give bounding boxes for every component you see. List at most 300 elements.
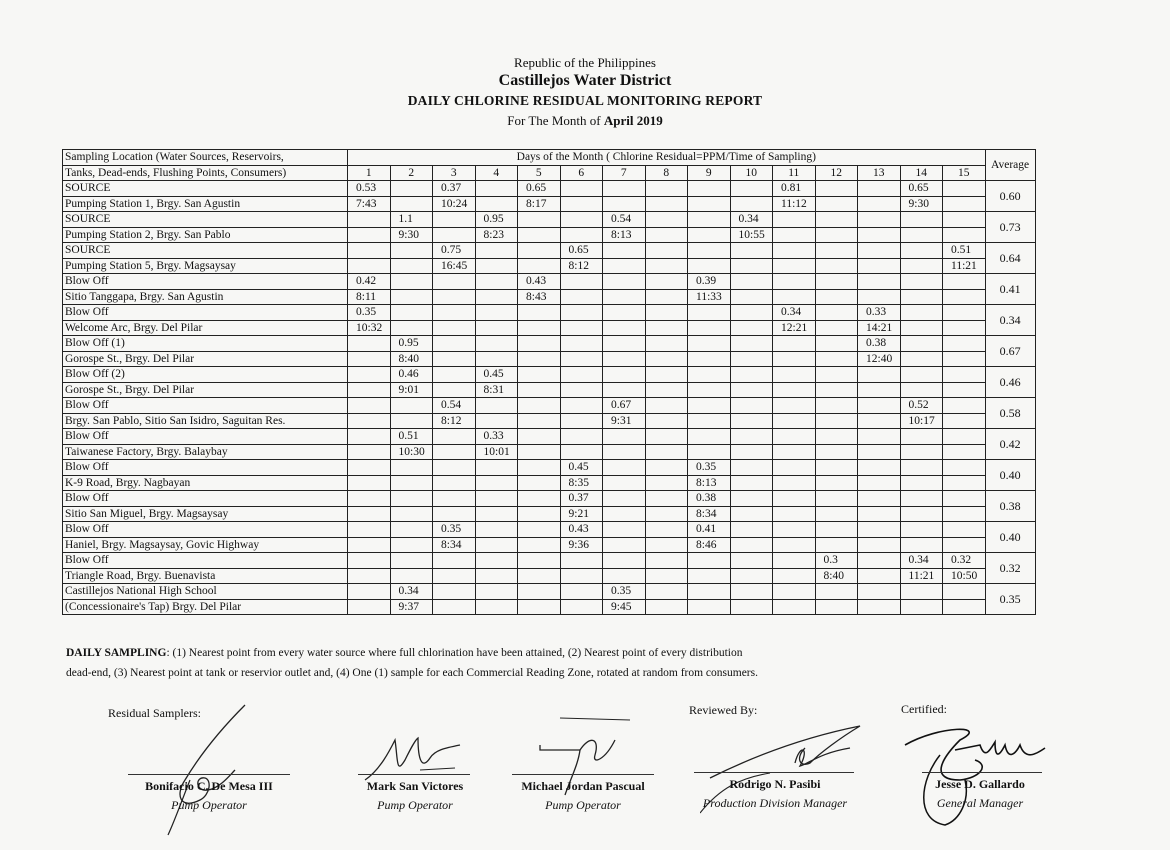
residual-ppm-day-12	[815, 491, 858, 507]
residual-ppm-day-13	[858, 460, 901, 476]
location-name: Haniel, Brgy. Magsaysay, Govic Highway	[63, 537, 348, 553]
residual-ppm-day-3: 0.35	[433, 522, 476, 538]
residual-ppm-day-3	[433, 367, 476, 383]
signatory-name-5: Jesse D. Gallardo	[935, 777, 1025, 791]
sampling-time-day-2	[390, 196, 433, 212]
certified-label: Certified:	[901, 702, 947, 716]
residual-ppm-day-7: 0.67	[603, 398, 646, 414]
residual-ppm-day-11: 0.81	[773, 181, 816, 197]
sampling-time-day-1	[348, 568, 391, 584]
residual-ppm-day-13	[858, 243, 901, 259]
sampling-time-day-15	[943, 444, 986, 460]
residual-ppm-day-13	[858, 522, 901, 538]
sampling-time-day-10	[730, 475, 773, 491]
sampling-time-day-9	[688, 413, 731, 429]
residual-ppm-day-4: 0.45	[475, 367, 518, 383]
sampling-time-day-9	[688, 196, 731, 212]
sampling-time-day-2	[390, 475, 433, 491]
sampling-time-day-4: 8:23	[475, 227, 518, 243]
day-header-9: 9	[688, 165, 731, 181]
residual-ppm-day-15	[943, 398, 986, 414]
sampling-time-day-12	[815, 444, 858, 460]
sampling-time-day-5	[518, 382, 561, 398]
location-type: Blow Off	[63, 460, 348, 476]
location-type: SOURCE	[63, 181, 348, 197]
signatory-title-4: Production Division Manager	[702, 796, 848, 810]
sampling-time-day-13	[858, 289, 901, 305]
residual-ppm-day-4	[475, 181, 518, 197]
header-month	[0, 113, 1170, 129]
sampling-time-day-14	[900, 227, 943, 243]
sampling-time-day-13	[858, 227, 901, 243]
residual-ppm-day-3	[433, 274, 476, 290]
sampling-time-day-9	[688, 351, 731, 367]
residual-ppm-day-13	[858, 429, 901, 445]
sampling-time-day-5	[518, 506, 561, 522]
residual-ppm-day-10	[730, 553, 773, 569]
residual-ppm-day-4	[475, 553, 518, 569]
location-name: Pumping Station 5, Brgy. Magsaysay	[63, 258, 348, 274]
sampling-time-day-13	[858, 568, 901, 584]
sampling-time-day-7	[603, 444, 646, 460]
sampling-time-day-6	[560, 444, 603, 460]
residual-ppm-day-15	[943, 212, 986, 228]
daily-sampling-text: : (1) Nearest point from every water source where full chlorination have been attained, (2) Nearest point of every distribution	[166, 647, 743, 659]
sampling-time-day-2	[390, 258, 433, 274]
sampling-time-day-1	[348, 475, 391, 491]
sampling-time-day-5: 8:43	[518, 289, 561, 305]
location-type: Blow Off	[63, 553, 348, 569]
sampling-time-day-9	[688, 227, 731, 243]
residual-ppm-day-11	[773, 336, 816, 352]
location-name: Brgy. San Pablo, Sitio San Isidro, Saguitan Res.	[63, 413, 348, 429]
average-value: 0.41	[985, 274, 1035, 305]
table-row	[63, 522, 1036, 538]
table-header	[63, 150, 1036, 181]
location-name: Gorospe St., Brgy. Del Pilar	[63, 382, 348, 398]
residual-ppm-day-9	[688, 181, 731, 197]
residual-ppm-day-10	[730, 429, 773, 445]
sampling-time-day-11	[773, 444, 816, 460]
sampling-time-day-14	[900, 537, 943, 553]
sampling-time-day-2	[390, 289, 433, 305]
sampling-time-day-10	[730, 289, 773, 305]
sampling-time-day-12	[815, 196, 858, 212]
average-value: 0.35	[985, 584, 1035, 615]
sampling-time-day-7	[603, 351, 646, 367]
sampling-time-day-1	[348, 444, 391, 460]
residual-ppm-day-12	[815, 336, 858, 352]
residual-ppm-day-7	[603, 522, 646, 538]
location-name: (Concessionaire's Tap) Brgy. Del Pilar	[63, 599, 348, 615]
residual-ppm-day-6: 0.65	[560, 243, 603, 259]
average-value: 0.58	[985, 398, 1035, 429]
location-type: Blow Off	[63, 274, 348, 290]
average-value: 0.67	[985, 336, 1035, 367]
residual-ppm-day-7: 0.54	[603, 212, 646, 228]
table-row-continuation	[63, 196, 1036, 212]
location-name: Gorospe St., Brgy. Del Pilar	[63, 351, 348, 367]
residual-ppm-day-1	[348, 491, 391, 507]
residual-ppm-day-15: 0.32	[943, 553, 986, 569]
sampling-time-day-13	[858, 537, 901, 553]
residual-ppm-day-2: 0.46	[390, 367, 433, 383]
sampling-time-day-15: 11:21	[943, 258, 986, 274]
sampling-time-day-9	[688, 382, 731, 398]
average-value: 0.38	[985, 491, 1035, 522]
residual-ppm-day-1	[348, 522, 391, 538]
residual-ppm-day-11: 0.34	[773, 305, 816, 321]
day-header-4: 4	[475, 165, 518, 181]
day-header-15: 15	[943, 165, 986, 181]
location-header-line1: Sampling Location (Water Sources, Reservoirs,	[63, 150, 348, 166]
residual-ppm-day-14: 0.65	[900, 181, 943, 197]
residual-ppm-day-15: 0.51	[943, 243, 986, 259]
residual-ppm-day-3: 0.75	[433, 243, 476, 259]
sampling-time-day-7	[603, 196, 646, 212]
residual-ppm-day-3	[433, 336, 476, 352]
residual-ppm-day-8	[645, 367, 688, 383]
residual-ppm-day-4	[475, 274, 518, 290]
residual-ppm-day-9	[688, 367, 731, 383]
sampling-time-day-11	[773, 568, 816, 584]
sampling-time-day-9	[688, 568, 731, 584]
sampling-time-day-12	[815, 351, 858, 367]
residual-ppm-day-6	[560, 429, 603, 445]
residual-ppm-day-7	[603, 491, 646, 507]
sampling-time-day-2: 9:37	[390, 599, 433, 615]
sampling-time-day-7	[603, 258, 646, 274]
location-type: Blow Off	[63, 429, 348, 445]
residual-ppm-day-3	[433, 460, 476, 476]
sig-line-san-victores	[358, 774, 470, 775]
sampling-time-day-11	[773, 475, 816, 491]
sampling-time-day-12	[815, 475, 858, 491]
sampling-time-day-2: 8:40	[390, 351, 433, 367]
residual-ppm-day-2	[390, 460, 433, 476]
sampling-time-day-7: 9:31	[603, 413, 646, 429]
sampling-time-day-5	[518, 537, 561, 553]
location-name: Sitio San Miguel, Brgy. Magsaysay	[63, 506, 348, 522]
sampling-time-day-10	[730, 382, 773, 398]
sampling-time-day-1: 8:11	[348, 289, 391, 305]
residual-ppm-day-9: 0.39	[688, 274, 731, 290]
table-row	[63, 584, 1036, 600]
day-header-5: 5	[518, 165, 561, 181]
table-row-continuation	[63, 320, 1036, 336]
sampling-time-day-9: 8:34	[688, 506, 731, 522]
signatory-title-3: Pump Operator	[545, 798, 621, 812]
residual-ppm-day-2: 0.51	[390, 429, 433, 445]
residual-ppm-day-13	[858, 212, 901, 228]
day-header-11: 11	[773, 165, 816, 181]
residual-ppm-day-7	[603, 460, 646, 476]
sampling-time-day-14	[900, 444, 943, 460]
residual-ppm-day-11	[773, 491, 816, 507]
sampling-time-day-8	[645, 568, 688, 584]
average-value: 0.32	[985, 553, 1035, 584]
sampling-time-day-5	[518, 258, 561, 274]
sampling-time-day-5	[518, 320, 561, 336]
residual-ppm-day-7	[603, 553, 646, 569]
residual-ppm-day-5: 0.65	[518, 181, 561, 197]
residual-ppm-day-6	[560, 398, 603, 414]
sampling-time-day-3	[433, 506, 476, 522]
sampling-time-day-8	[645, 258, 688, 274]
sig-line-de-mesa	[128, 774, 290, 775]
sampling-time-day-13	[858, 258, 901, 274]
residual-ppm-day-1	[348, 584, 391, 600]
residual-ppm-day-14: 0.34	[900, 553, 943, 569]
residual-ppm-day-5	[518, 429, 561, 445]
sampling-time-day-8	[645, 599, 688, 615]
residual-ppm-day-14	[900, 274, 943, 290]
residual-ppm-day-2	[390, 305, 433, 321]
average-value: 0.40	[985, 460, 1035, 491]
residual-ppm-day-1	[348, 460, 391, 476]
sampling-time-day-4	[475, 258, 518, 274]
signatory-title-5: General Manager	[936, 796, 1024, 810]
sampling-time-day-8	[645, 506, 688, 522]
average-value: 0.73	[985, 212, 1035, 243]
table-body	[63, 181, 1036, 615]
sampling-time-day-12	[815, 537, 858, 553]
month-value: April 2019	[603, 113, 663, 128]
sampling-time-day-3	[433, 351, 476, 367]
day-header-3: 3	[433, 165, 476, 181]
residual-ppm-day-10	[730, 522, 773, 538]
residual-ppm-day-5	[518, 367, 561, 383]
sampling-time-day-2	[390, 413, 433, 429]
residual-ppm-day-7	[603, 274, 646, 290]
residual-ppm-day-1	[348, 367, 391, 383]
residual-ppm-day-13	[858, 367, 901, 383]
table-row	[63, 398, 1036, 414]
sampling-time-day-10	[730, 568, 773, 584]
location-name: Taiwanese Factory, Brgy. Balaybay	[63, 444, 348, 460]
residual-ppm-day-5	[518, 553, 561, 569]
sampling-time-day-7	[603, 475, 646, 491]
sampling-time-day-1	[348, 258, 391, 274]
residual-ppm-day-4	[475, 398, 518, 414]
table-row-continuation	[63, 444, 1036, 460]
residual-ppm-day-9	[688, 584, 731, 600]
sampling-time-day-5	[518, 568, 561, 584]
sampling-time-day-8	[645, 413, 688, 429]
residual-ppm-day-11	[773, 212, 816, 228]
residual-ppm-day-14	[900, 336, 943, 352]
sampling-time-day-14: 11:21	[900, 568, 943, 584]
table-row	[63, 367, 1036, 383]
sampling-time-day-7	[603, 568, 646, 584]
sampling-time-day-13: 14:21	[858, 320, 901, 336]
sampling-time-day-8	[645, 475, 688, 491]
sampling-time-day-10	[730, 413, 773, 429]
average-value: 0.42	[985, 429, 1035, 460]
residual-ppm-day-7: 0.35	[603, 584, 646, 600]
sampling-time-day-4	[475, 475, 518, 491]
sampling-time-day-8	[645, 289, 688, 305]
residual-ppm-day-6	[560, 305, 603, 321]
residual-ppm-day-5	[518, 305, 561, 321]
average-header: Average	[985, 150, 1035, 181]
residual-ppm-day-8	[645, 181, 688, 197]
residual-ppm-day-6	[560, 553, 603, 569]
average-value: 0.64	[985, 243, 1035, 274]
residual-ppm-day-12	[815, 367, 858, 383]
sampling-time-day-15	[943, 227, 986, 243]
header-republic: Republic of the Philippines	[514, 55, 656, 70]
sampling-time-day-13	[858, 382, 901, 398]
residual-ppm-day-2	[390, 181, 433, 197]
residual-ppm-day-7	[603, 367, 646, 383]
sampling-time-day-11	[773, 537, 816, 553]
sampling-time-day-13	[858, 413, 901, 429]
sampling-time-day-14	[900, 382, 943, 398]
sampling-time-day-5	[518, 599, 561, 615]
residual-ppm-day-4: 0.33	[475, 429, 518, 445]
residual-ppm-day-8	[645, 398, 688, 414]
residual-ppm-day-7	[603, 305, 646, 321]
sampling-time-day-6	[560, 413, 603, 429]
residual-ppm-day-11	[773, 429, 816, 445]
sig-line-pascual	[512, 774, 654, 775]
residual-ppm-day-5	[518, 460, 561, 476]
residual-ppm-day-6: 0.37	[560, 491, 603, 507]
sampling-time-day-15	[943, 320, 986, 336]
sampling-time-day-1	[348, 506, 391, 522]
day-header-14: 14	[900, 165, 943, 181]
sampling-time-day-3: 16:45	[433, 258, 476, 274]
location-type: Blow Off (2)	[63, 367, 348, 383]
table-row	[63, 553, 1036, 569]
residual-ppm-day-11	[773, 584, 816, 600]
residual-ppm-day-11	[773, 460, 816, 476]
residual-ppm-day-10	[730, 181, 773, 197]
sampling-time-day-1: 10:32	[348, 320, 391, 336]
residual-ppm-day-8	[645, 212, 688, 228]
table-row-continuation	[63, 258, 1036, 274]
sampling-time-day-9	[688, 599, 731, 615]
table-row-continuation	[63, 599, 1036, 615]
residual-ppm-day-9: 0.35	[688, 460, 731, 476]
sampling-time-day-8	[645, 351, 688, 367]
table-row	[63, 460, 1036, 476]
sampling-time-day-3: 10:24	[433, 196, 476, 212]
residual-ppm-day-3	[433, 212, 476, 228]
sampling-time-day-11	[773, 227, 816, 243]
sampling-time-day-7	[603, 320, 646, 336]
location-type: Blow Off	[63, 522, 348, 538]
sampling-time-day-5	[518, 413, 561, 429]
sampling-time-day-10	[730, 506, 773, 522]
residual-ppm-day-6	[560, 584, 603, 600]
residual-ppm-day-10	[730, 584, 773, 600]
residual-ppm-day-4	[475, 243, 518, 259]
sampling-time-day-12	[815, 227, 858, 243]
residual-ppm-day-9	[688, 243, 731, 259]
location-type: SOURCE	[63, 212, 348, 228]
sampling-time-day-10	[730, 258, 773, 274]
residual-ppm-day-5	[518, 398, 561, 414]
sampling-time-day-13	[858, 444, 901, 460]
signatory-name-3: Michael Jordan Pascual	[521, 779, 645, 793]
sampling-time-day-14	[900, 506, 943, 522]
residual-ppm-day-1	[348, 429, 391, 445]
residual-ppm-day-2	[390, 491, 433, 507]
signatory-name-2: Mark San Victores	[366, 779, 464, 793]
sampling-time-day-13: 12:40	[858, 351, 901, 367]
residual-ppm-day-7	[603, 429, 646, 445]
sampling-time-day-7: 8:13	[603, 227, 646, 243]
sampling-time-day-9	[688, 444, 731, 460]
residual-ppm-day-10	[730, 274, 773, 290]
sampling-time-day-11: 12:21	[773, 320, 816, 336]
residual-ppm-day-15	[943, 305, 986, 321]
sampling-time-day-7	[603, 506, 646, 522]
residual-ppm-day-8	[645, 274, 688, 290]
residual-ppm-day-2: 0.34	[390, 584, 433, 600]
table-row-continuation	[63, 568, 1036, 584]
residual-ppm-day-2	[390, 274, 433, 290]
daily-sampling-note-line1	[66, 647, 743, 659]
residual-ppm-day-2: 1.1	[390, 212, 433, 228]
residual-ppm-day-1	[348, 553, 391, 569]
residual-ppm-day-10	[730, 243, 773, 259]
residual-ppm-day-8	[645, 305, 688, 321]
sampling-time-day-14: 9:30	[900, 196, 943, 212]
residual-ppm-day-10	[730, 305, 773, 321]
sampling-time-day-4: 8:31	[475, 382, 518, 398]
sampling-time-day-7	[603, 289, 646, 305]
day-header-12: 12	[815, 165, 858, 181]
sampling-time-day-10	[730, 320, 773, 336]
sampling-time-day-10	[730, 444, 773, 460]
day-header-2: 2	[390, 165, 433, 181]
residual-ppm-day-7	[603, 243, 646, 259]
residual-ppm-day-9	[688, 429, 731, 445]
location-type: SOURCE	[63, 243, 348, 259]
sampling-time-day-10	[730, 196, 773, 212]
residual-ppm-day-14	[900, 367, 943, 383]
location-type: Blow Off	[63, 398, 348, 414]
residual-ppm-day-15	[943, 460, 986, 476]
residual-ppm-day-8	[645, 522, 688, 538]
table-row-continuation	[63, 351, 1036, 367]
residual-ppm-day-13: 0.38	[858, 336, 901, 352]
residual-ppm-day-13	[858, 553, 901, 569]
average-value: 0.34	[985, 305, 1035, 336]
sampling-time-day-1	[348, 351, 391, 367]
residual-ppm-day-11	[773, 243, 816, 259]
sampling-time-day-12	[815, 506, 858, 522]
residual-ppm-day-9	[688, 553, 731, 569]
residual-ppm-day-14	[900, 305, 943, 321]
sampling-time-day-6: 9:21	[560, 506, 603, 522]
sampling-time-day-6	[560, 568, 603, 584]
header-district-name: Castillejos Water District	[498, 72, 672, 89]
sampling-time-day-14	[900, 258, 943, 274]
residual-ppm-day-1: 0.35	[348, 305, 391, 321]
residual-ppm-day-4	[475, 336, 518, 352]
residual-ppm-day-12	[815, 429, 858, 445]
sampling-time-day-10	[730, 537, 773, 553]
residual-ppm-day-8	[645, 243, 688, 259]
residual-ppm-day-13	[858, 398, 901, 414]
residual-ppm-day-1	[348, 398, 391, 414]
location-name: Triangle Road, Brgy. Buenavista	[63, 568, 348, 584]
sig-line-pasibi	[694, 772, 854, 773]
